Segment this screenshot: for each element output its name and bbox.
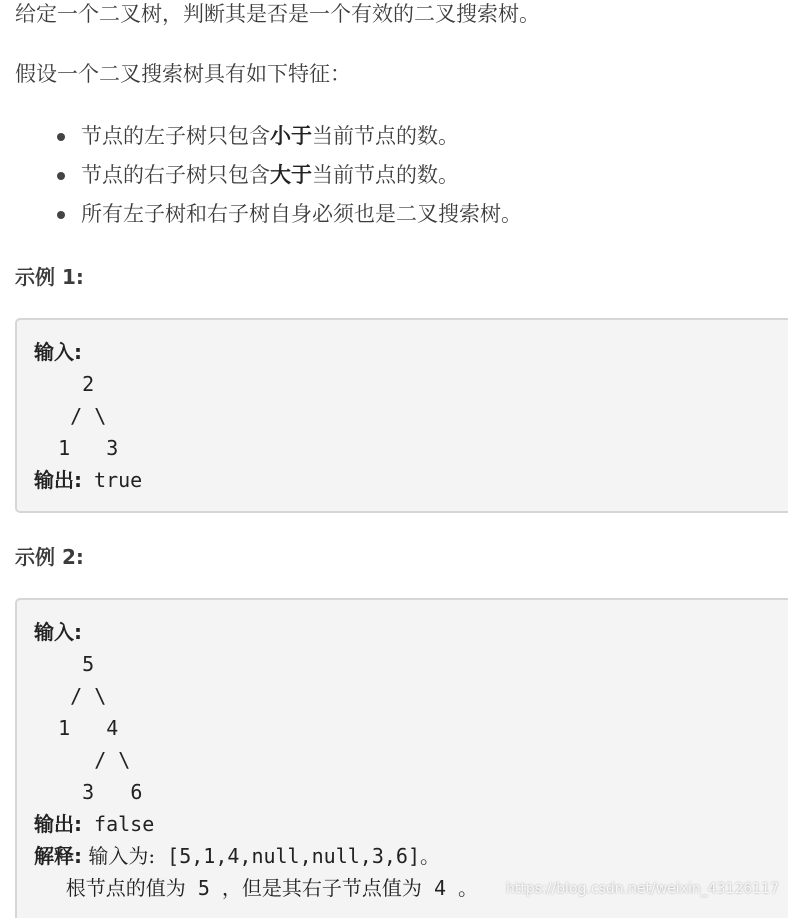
output-value: false — [82, 812, 155, 836]
rule-item — [15, 122, 522, 161]
rule-post: 当前节点的数。 — [312, 163, 459, 187]
output-value: true — [82, 468, 143, 492]
rule-item — [15, 161, 522, 200]
rule-bold: 大于 — [270, 163, 312, 187]
problem-intro: 给定一个二叉树，判断其是否是一个有效的二叉搜索树。 — [15, 2, 540, 26]
bullet-dot-icon — [57, 172, 65, 180]
tree-line: / \ — [34, 404, 107, 428]
tree-line: / \ — [34, 748, 131, 772]
problem-page — [15, 0, 788, 907]
tree-line: 5 — [34, 652, 95, 676]
tree-line: / \ — [34, 684, 107, 708]
rule-item — [15, 200, 522, 239]
example-1-code-block — [15, 318, 788, 513]
rule-pre: 节点的右子树只包含 — [81, 163, 270, 187]
tree-line: 3 6 — [34, 780, 143, 804]
rule-post: 当前节点的数。 — [312, 124, 459, 148]
example-1-code — [34, 336, 142, 496]
input-label: 输入: — [34, 340, 82, 364]
explain-prefix: 输入为: — [82, 844, 156, 868]
rules-list — [15, 122, 522, 239]
rule-pre: 节点的左子树只包含 — [81, 124, 270, 148]
tree-line: 1 3 — [34, 436, 119, 460]
explain-line2-rest: 5 ，但是其右子节点值为 4 。 — [185, 876, 479, 900]
explain-line2-text: 根节点的值为 — [34, 876, 186, 900]
watermark: https://blog.csdn.net/weixin_43126117 — [505, 881, 779, 897]
bullet-dot-icon — [57, 211, 65, 219]
example-2-code-block — [15, 598, 788, 918]
output-label: 输出: — [34, 468, 82, 492]
tree-line: 1 4 — [34, 716, 119, 740]
output-label: 输出: — [34, 812, 82, 836]
bullet-dot-icon — [57, 133, 65, 141]
assumption-text: 假设一个二叉搜索树具有如下特征： — [15, 62, 351, 86]
rule-bold: 小于 — [270, 124, 312, 148]
input-label: 输入: — [34, 620, 82, 644]
explain-label: 解释: — [34, 844, 82, 868]
explain-value: [5,1,4,null,null,3,6]。 — [155, 844, 441, 868]
rule-pre: 所有左子树和右子树自身必须也是二叉搜索树。 — [81, 202, 522, 226]
example-1-heading: 示例 1: — [15, 265, 84, 289]
example-2-code — [34, 616, 478, 904]
example-2-heading: 示例 2: — [15, 545, 84, 569]
tree-line: 2 — [34, 372, 95, 396]
